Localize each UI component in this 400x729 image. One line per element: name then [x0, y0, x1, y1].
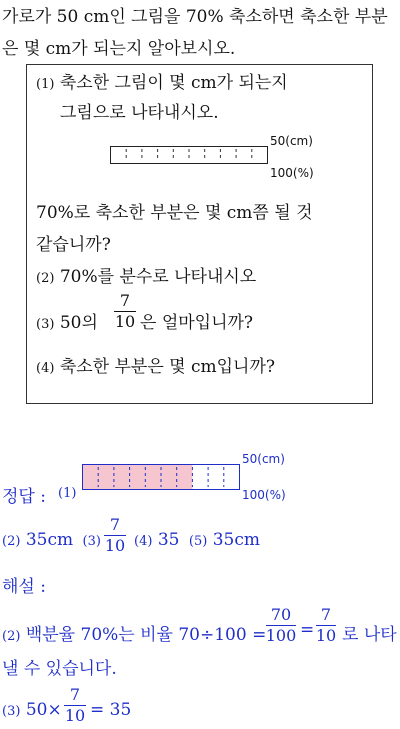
explanation-3-numerator: 7	[69, 685, 81, 704]
q1-text: 축소한 그림이 몇 cm가 되는지	[59, 73, 288, 93]
answer-line-2	[2, 530, 101, 550]
answer-3-fraction	[104, 516, 126, 555]
question-bar-top-label: 50(cm)	[270, 134, 313, 148]
answer-bar	[82, 464, 240, 490]
question-bar	[110, 146, 268, 164]
explanation-3-suffix: = 35	[90, 700, 132, 720]
q2-text: 70%를 분수로 나타내시오	[59, 267, 257, 287]
answer-bar-shaded	[83, 465, 193, 490]
question-bar-bottom-label: 100(%)	[270, 166, 314, 180]
answer-2-number: (2)	[2, 534, 21, 549]
problem-line-2: 은 몇 cm가 되는지 알아보시오.	[2, 39, 236, 59]
explanation-2-equals: =	[300, 620, 315, 640]
answer-line-2b	[134, 530, 260, 550]
answer-5-number: (5)	[188, 534, 208, 549]
q3-number: (3)	[36, 317, 55, 332]
answer-5-value: 35cm	[212, 530, 260, 550]
answer-4-number: (4)	[134, 534, 153, 549]
explanation-2-line	[2, 620, 266, 645]
problem-line-1: 가로가 50 cm인 그림을 70% 축소하면 축소한 부분	[2, 7, 388, 27]
explanation-3-line	[2, 700, 62, 720]
q3-suffix: 은 얼마입니까?	[140, 313, 254, 333]
q1-number: (1)	[36, 77, 55, 92]
q1b-line-2: 같습니까?	[36, 235, 111, 255]
q3-prefix: 50의	[59, 313, 98, 333]
explanation-3-number: (3)	[2, 704, 21, 719]
answer-bar-svg	[82, 464, 240, 490]
q3-fraction-numerator: 7	[119, 291, 131, 310]
q3-fraction-denominator: 10	[114, 312, 136, 331]
q3-fraction	[114, 292, 136, 331]
q1b-line-1: 70%로 축소한 부분은 몇 cm쯤 될 것	[36, 203, 313, 223]
explanation-2-f2-denominator: 10	[315, 626, 337, 645]
explanation-3-prefix: 50×	[25, 700, 62, 720]
explanation-2-suffix: 로 나타	[342, 625, 397, 645]
q4-text: 축소한 부분은 몇 cm입니까?	[59, 357, 276, 377]
question-bar-svg	[110, 146, 268, 164]
explanation-3-denominator: 10	[64, 706, 86, 725]
explanation-2-f1-denominator: 100	[265, 626, 297, 645]
answer-bar-bottom-label: 100(%)	[242, 488, 286, 502]
answer-4-value: 35	[157, 530, 180, 550]
explanation-label: 해설 :	[2, 577, 46, 597]
answer-3-denominator: 10	[104, 536, 126, 555]
answer-3-numerator: 7	[109, 515, 121, 534]
q4-number: (4)	[36, 361, 55, 376]
explanation-2-fraction-2	[316, 606, 336, 645]
answer-3-number: (3)	[82, 534, 101, 549]
answer-label: 정답 :	[2, 487, 46, 507]
q2-line	[36, 262, 256, 287]
explanation-2-f1-numerator: 70	[270, 605, 292, 624]
explanation-2-fraction-1	[266, 606, 296, 645]
explanation-2-line-2: 낼 수 있습니다.	[2, 659, 117, 679]
explanation-2-number: (2)	[2, 629, 21, 644]
q1-line-1	[36, 68, 288, 93]
question-bar-ticks	[126, 149, 252, 161]
q4-line	[36, 352, 275, 377]
q3-line	[36, 308, 98, 333]
answer-2-value: 35cm	[25, 530, 74, 550]
explanation-2-text: 백분율 70%는 비율 70÷100 =	[25, 625, 267, 645]
answer-1-number: (1)	[58, 486, 77, 501]
answer-bar-top-label: 50(cm)	[242, 452, 285, 466]
explanation-3-fraction	[64, 686, 86, 725]
explanation-2-f2-numerator: 7	[320, 605, 332, 624]
q1-line-2: 그림으로 나타내시오.	[60, 103, 219, 123]
q2-number: (2)	[36, 271, 55, 286]
